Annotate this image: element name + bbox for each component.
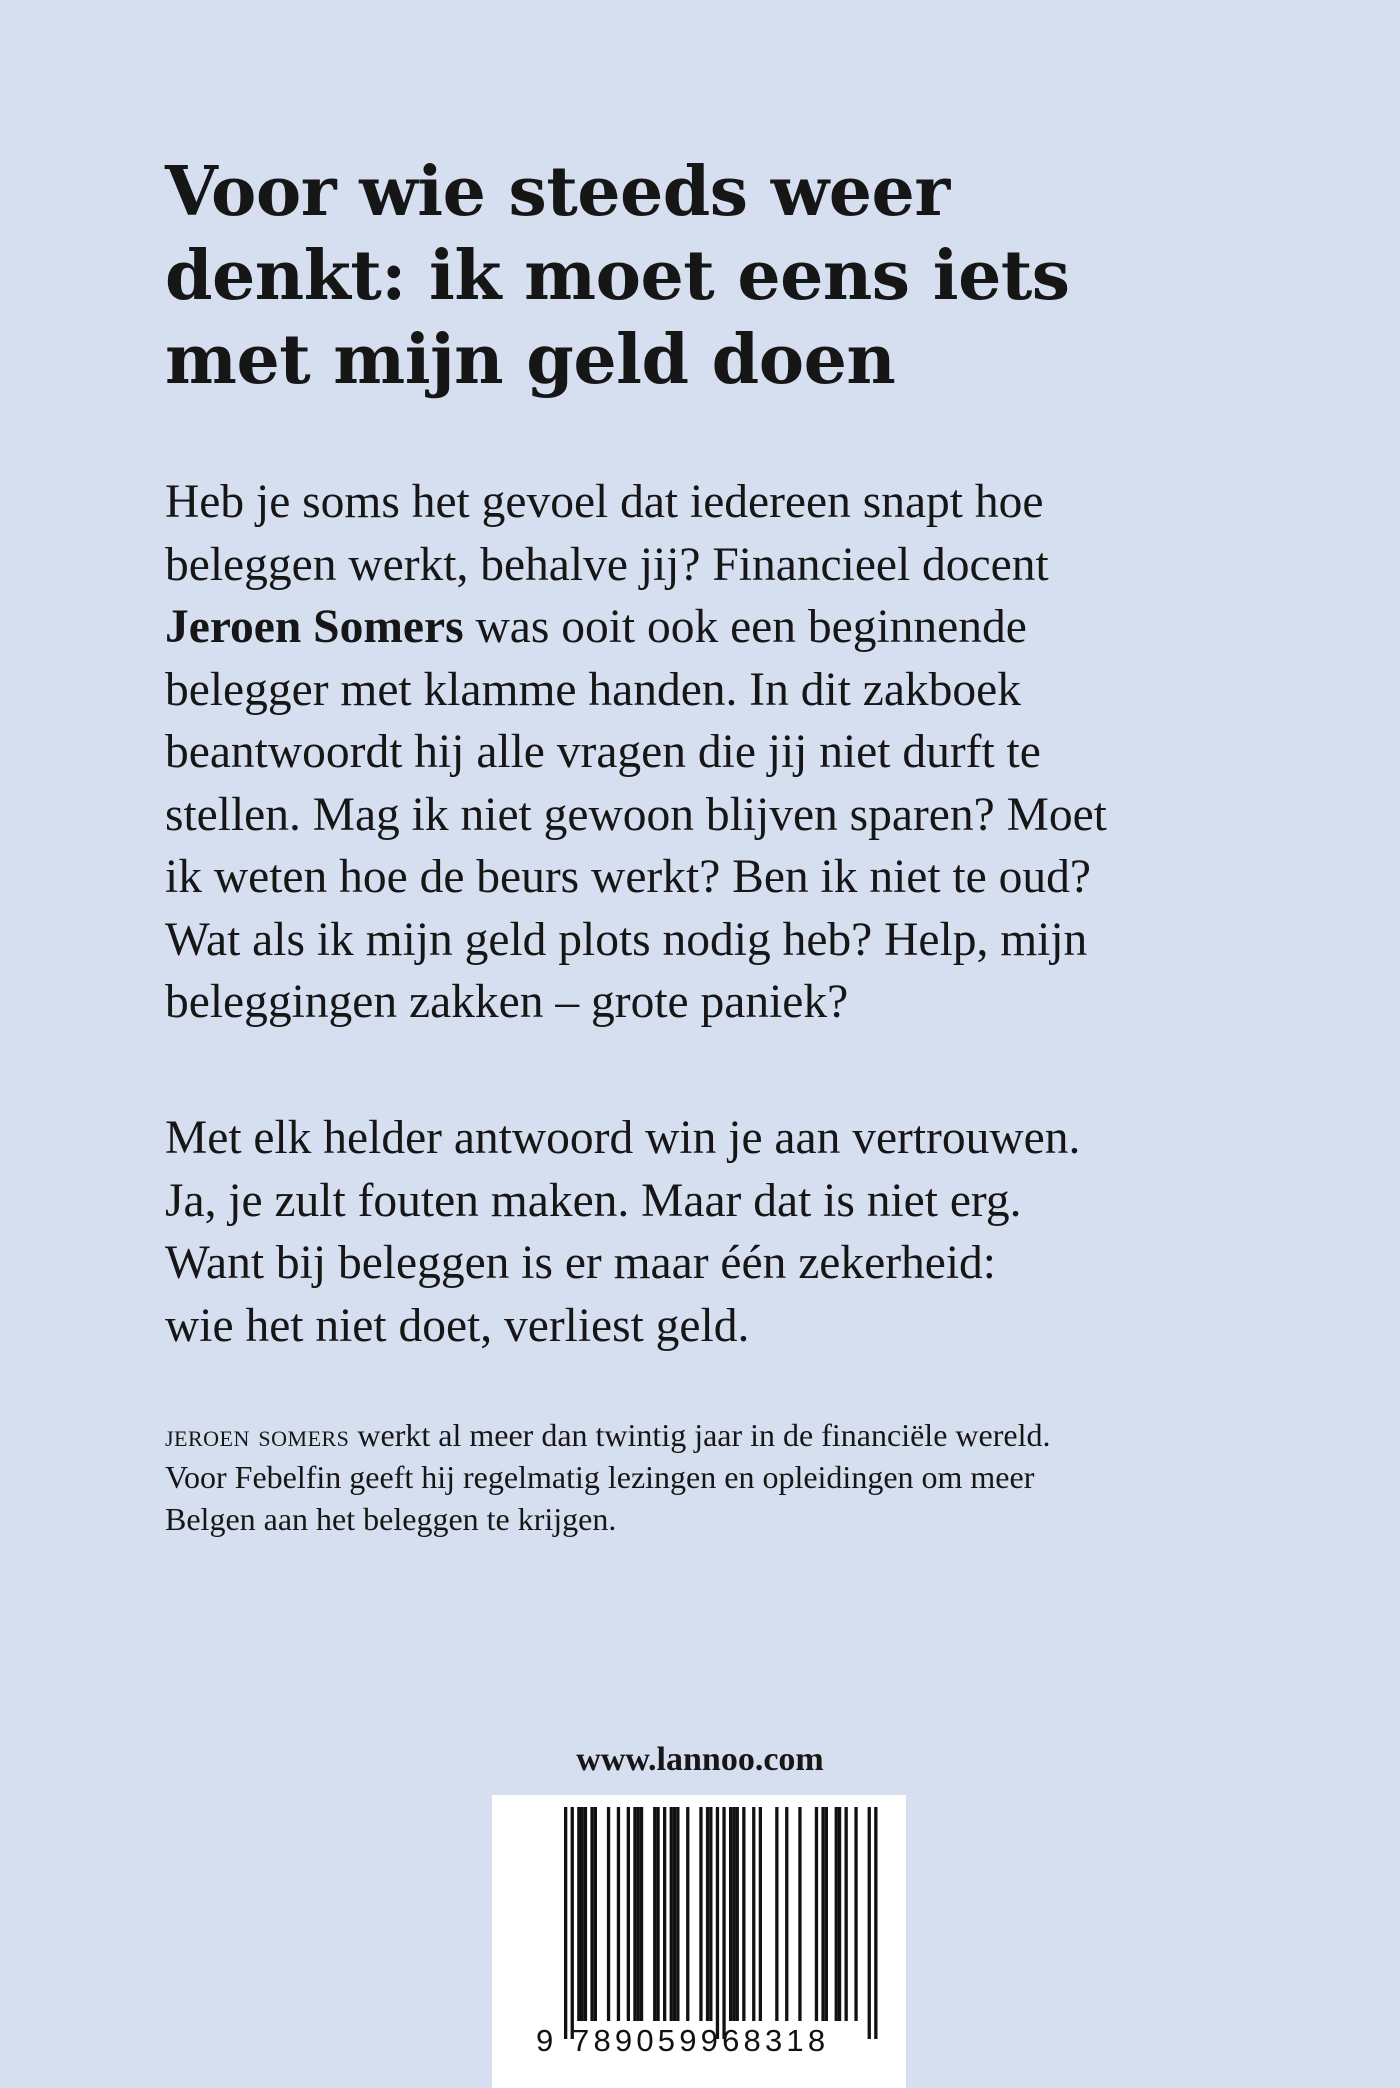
barcode-guard-bar <box>722 1807 725 2039</box>
barcode-bar <box>752 1807 755 2021</box>
author-name: Jeroen Somers <box>165 601 464 653</box>
barcode-guard-bar <box>716 1807 719 2039</box>
barcode-bar <box>759 1807 762 2021</box>
barcode-guard-bar <box>874 1807 877 2039</box>
barcode-bar <box>775 1807 778 2021</box>
bio-line: Belgen aan het beleggen te krijgen. <box>165 1501 617 1537</box>
barcode-bar <box>594 1807 597 2021</box>
blurb-line: wie het niet doet, verliest geld. <box>165 1299 750 1352</box>
barcode-bar <box>785 1807 788 2021</box>
barcode-bar <box>663 1807 666 2021</box>
barcode-bar <box>845 1807 848 2021</box>
blurb-paragraph-1 <box>165 471 1295 1034</box>
barcode-bar <box>825 1807 828 2021</box>
isbn-first-digit: 9 <box>536 2023 554 2058</box>
barcode-bar <box>815 1807 818 2021</box>
barcode-bar <box>835 1807 838 2021</box>
blurb-line: stellen. Mag ik niet gewoon blijven sparen? Moet <box>165 788 1107 841</box>
barcode-bar <box>670 1807 673 2021</box>
barcode-bar <box>821 1807 824 2021</box>
barcode-bar <box>584 1807 587 2021</box>
isbn-barcode <box>492 1795 906 2088</box>
barcode-bar <box>637 1807 640 2021</box>
barcode-bar <box>686 1807 689 2021</box>
barcode-bar <box>656 1807 659 2021</box>
barcode-bar <box>742 1807 745 2021</box>
barcode-bar <box>798 1807 801 2021</box>
barcode-bar <box>607 1807 610 2021</box>
blurb-line: Heb je soms het gevoel dat iedereen snapt hoe <box>165 476 1044 528</box>
blurb-line: beleggen werkt, behalve jij? Financieel docent <box>165 538 1049 591</box>
barcode-guard-bar <box>564 1807 567 2039</box>
bio-line <box>165 1414 1315 1456</box>
barcode-bar <box>653 1807 656 2021</box>
barcode-bar <box>706 1807 709 2021</box>
headline <box>165 150 1315 402</box>
blurb-line: Wat als ik mijn geld plots nodig heb? Help, mijn <box>165 913 1088 966</box>
headline-line: met mijn geld doen <box>165 320 896 400</box>
barcode-bar <box>581 1807 584 2021</box>
barcode-bar <box>699 1807 702 2021</box>
publisher-website: www.lannoo.com <box>576 1741 824 1778</box>
barcode-bar <box>709 1807 712 2021</box>
isbn-number <box>492 2021 906 2061</box>
barcode-bar <box>729 1807 732 2021</box>
author-bio <box>165 1414 1315 1540</box>
barcode-bar <box>627 1807 630 2021</box>
barcode-bar <box>617 1807 620 2021</box>
isbn-digits: 789059968318 <box>572 2023 830 2058</box>
blurb-line: beantwoordt hij alle vragen die jij niet durft te <box>165 726 1041 778</box>
blurb-line: ik weten hoe de beurs werkt? Ben ik niet te oud? <box>165 851 1091 903</box>
barcode-bar <box>838 1807 841 2021</box>
blurb-paragraph-2 <box>165 1107 1295 1357</box>
bio-text: werkt al meer dan twintig jaar in de financiële wereld. <box>349 1417 1051 1453</box>
blurb-text: was ooit ook een beginnende <box>463 601 1027 653</box>
barcode-bar <box>854 1807 857 2021</box>
blurb-line <box>165 596 1295 659</box>
barcode-bar <box>640 1807 643 2021</box>
barcode-bar <box>577 1807 580 2021</box>
barcode-bar <box>736 1807 739 2021</box>
headline-line: Voor wie steeds weer <box>165 152 950 232</box>
blurb-line: Ja, je zult fouten maken. Maar dat is niet erg. <box>165 1174 1022 1227</box>
bio-author-name: jeroen somers <box>165 1417 350 1453</box>
blurb-line: Want bij beleggen is er maar één zekerheid: <box>165 1237 996 1289</box>
blurb-line: beleggingen zakken – grote paniek? <box>165 976 849 1028</box>
blurb-line: Met elk helder antwoord win je aan vertrouwen. <box>165 1112 1081 1164</box>
blurb-line: belegger met klamme handen. In dit zakboek <box>165 663 1021 716</box>
barcode-bar <box>676 1807 679 2021</box>
bio-line: Voor Febelfin geeft hij regelmatig lezingen en opleidingen om meer <box>165 1459 1035 1495</box>
barcode-bar <box>732 1807 735 2021</box>
barcode-bar <box>673 1807 676 2021</box>
barcode-guard-bar <box>571 1807 574 2039</box>
headline-line: denkt: ik moet eens iets <box>165 236 1070 316</box>
barcode-bar <box>633 1807 636 2021</box>
barcode-guard-bar <box>868 1807 871 2039</box>
barcode-bar <box>590 1807 593 2021</box>
